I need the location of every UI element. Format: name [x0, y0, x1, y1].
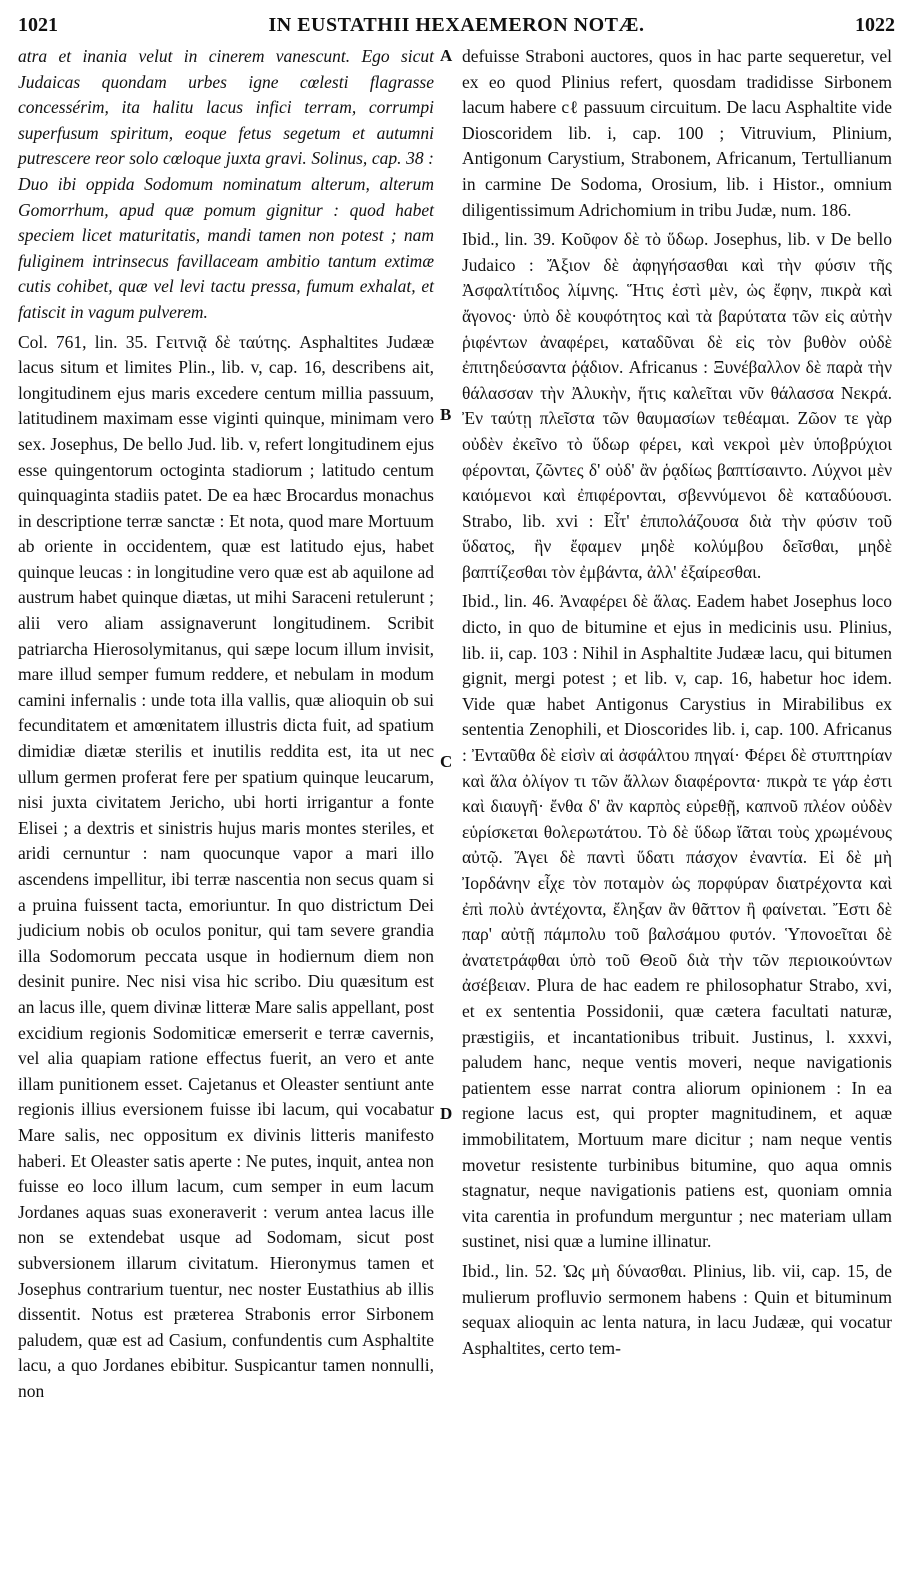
margin-letter-d: D [440, 1104, 453, 1123]
page-number-left: 1021 [18, 14, 58, 36]
right-paragraph: defuisse Straboni auctores, quos in hac parte sequeretur, vel ex eo quod Plinius refert, quosdam tradidisse Sirbonem lacum habere cℓ passuum circuitum. De lacu Asphaltite vide Dioscoridem lib. i, cap. 100 ; Vitruvium, Plinium, Antigonum Carystium, Strabonem, Africanum, Tertullianum in carmine De Sodoma, Orosium, lib. i Histor., omnium diligentissimum Adrichomium in tribu Judæ, num. 186. [462, 46, 892, 220]
margin-letter-c: C [440, 752, 453, 771]
running-title: IN EUSTATHII HEXAEMERON NOTÆ. [268, 14, 645, 36]
margin-letter-b: B [440, 405, 452, 424]
right-column [462, 44, 892, 1361]
running-header [18, 14, 895, 40]
right-paragraph: Ibid., lin. 46. Ἀναφέρει δὲ ἅλας. Eadem habet Josephus loco dicto, in quo de bitumine et ejus in medicinis usu. Plinius, lib. ii, cap. 103 : Nihil in Asphaltite Judææ lacu, qui bitumen gignit, mergi potest ; et lib. v, cap. 16, habetur hoc idem. Vide quæ habet Antigonus Carystius in Mirabilibus ex sententia Zenophili, et Dioscorides lib. i, cap. 100. Africanus : Ἐνταῦθα δὲ εἰσὶν αἱ ἀσφάλτου πηγαί· Φέρει δὲ στυπτηρίαν καὶ ἅλα ὀλίγον τι τῶν ἄλλων διαφέροντα· πικρὰ τε γάρ ἐστι καὶ διαυγῆ· ἔνθα δ' ἂν καρπὸς εὐρεθῇ, καπνοῦ πλέον οὐδὲν εὑρίσκεται θολερωτάτου. Τὸ δὲ ὕδωρ ἴᾶται τοὺς χρωμένους αὐτῷ. Ἄγει δὲ παντὶ ὕδατι πάσχον ἐναντία. Εἰ δὲ μὴ Ἰορδάνην εἶχε τὸν ποταμὸν ὡς πορφύραν διατρέχοντα καὶ ἐπὶ πολὺ ἀντέχοντα, ἔληξαν ἂν θᾶττον ἢ φαίνεται. Ἔστι δὲ παρ' αὐτῇ πάμπολυ τοῦ βαλσάμου φυτόν. Ὑπονοεῖται δὲ ἀνατετράφθαι ὑπὸ τοῦ Θεοῦ διὰ τὴν τῶν περιοικούντων ἀσέβειαν. Plura de hac eadem re philosophatur Strabo, xvi, et ex sententia Possidonii, quæ cætera facultati naturæ, præstigiis, et incantationibus tribuit. Justinus, l. xxxvi, paludem hanc, neque ventis moveri, neque navigationis patientem esse narrat contra aliorum opinionem : In ea regione lacus est, qui propter magnitudinem, et aquæ immobilitatem, Mortuum mare dicitur ; nam neque ventis movetur resistente turbinibus bitumine, quo aqua omnis stagnatur, neque navigationis patiens est, quoniam omnia vita carentia in profundum merguntur ; nec materiam ullam sustinet, nisi quæ a lumine illinatur. [462, 591, 892, 1252]
page-number-right: 1022 [855, 14, 895, 36]
right-paragraph: Ibid., lin. 39. Κοῦφον δὲ τὸ ὕδωρ. Josephus, lib. v De bello Judaico : Ἄξιον δὲ ἀφηγήσασθαι καὶ τὴν φύσιν τῆς Ἀσφαλτίτιδος λίμνης. Ἥτις ἐστὶ μὲν, ὡς ἔφην, πικρὰ καὶ ἄγονος· ὑπὸ δὲ κουφότητος καὶ τὰ βαρύτατα τῶν εἰς αὐτὴν ῥιφέντων ἀναφέρει, καταδῦναι δὲ εἰς τὸν βυθὸν οὐδὲ ἐπιτηδεύσαντα ῥᾴδιον. Africanus : Ξυνέβαλλον δὲ παρὰ τὴν θάλασσαν τὴν Ἀλυκὴν, ἥτις καλεῖται νῦν θάλασσα Νεκρά. Ἐν ταύτῃ πλεῖστα τῶν θαυμασίων τεθέαμαι. Ζῶον τε γὰρ οὐδὲν ἐκεῖνο τὸ ὕδωρ φέρει, καὶ νεκροὶ μὲν ὑποβρύχιοι φέρονται, ζῶντες δ' οὐδ' ἂν ῥᾳδίως βαπτίσαιντο. Λύχνοι μὲν καιόμενοι καὶ ἐπιφέρονται, σβεννύμενοι δὲ καταδύουσι. Strabo, lib. xvi : Εἶτ' ἐπιπολάζουσα διὰ τὴν φύσιν τοῦ ὕδατος, ἣν ἔφαμεν μηδὲ κολύμβου δεῖσθαι, μηδὲ βαπτίζεσθαι τὸν ἐμβάντα, ἀλλ' ἐξαίρεσθαι. [462, 229, 892, 582]
left-column [18, 44, 434, 1404]
margin-letter-a: A [440, 46, 453, 65]
left-paragraph: Col. 761, lin. 35. Γειτνιᾷ δὲ ταύτης. Asphaltites Judææ lacus situm et limites Plin., lib. v, cap. 16, describens ait, longitudinem ejus maris excedere centum millia passuum, latitudinem maximam esse viginti quinque, minimam vero sex. Josephus, De bello Jud. lib. v, refert longitudinem ejus esse quingentorum octoginta stadiorum ; latitudo centum quinquaginta stadiis patet. De ea hæc Brocardus monachus in descriptione terræ sanctæ : Et nota, quod mare Mortuum ab oriente in occidentem, quæ est latitudo ejus, habet quinque leucas : in longitudine vero quæ est ab aquilone ad austrum habet quinque diætas, ut mihi Saraceni retulerunt ; alii vero aliam assignaverunt longitudinem. Scribit patriarcha Hierosolymitanus, qui sæpe locum illum invisit, mare illud semper fumum reddere, et nebulam in modum camini infernalis : unde tota illa vallis, quæ alioquin ob sui fecunditatem et amœnitatem illustris dicta fuit, ad spatium dimidiæ diætæ sterilis et inutilis reddita est, ita ut nec ullum germen proferat fere per spatium quinque leucarum, nisi juxta civitatem Jericho, ubi horti irrigantur a fonte Elisei ; a dextris et sinistris hujus maris montes steriles, et aridi cernuntur : nam quocunque vapor a mari illo ascendens impellitur, ibi terræ nascentia non secus quam si a pruina fuissent tacta, emoriuntur. In quo districtum Dei judicium nobis ob oculos ponitur, qui tam severe grandia illa Sodomorum peccata usque in hodiernum diem non desinit punire. Nec nisi visa hic scribo. Diu quæsitum est an lacus ille, quem divinæ litteræ Mare salis appellant, post excidium regionis Sodomiticæ emerserit e terræ cavernis, vel alia quapiam ratione effectus fuerit, an vero et ante illam punitionem esset. Cajetanus et Oleaster sentiunt ante regionis illius eversionem fuisse ibi lacum, qui vocabatur Mare salis, nec oppositum ex divinis litteris manifesto haberi. Et Oleaster satis aperte : Ne putes, inquit, antea non fuisse eo loco illum lacum, cum semper in eum lacum Jordanes aquas suas exoneraverit : verum antea lacus ille non se extendebat usque ad Sodomam, sicut post subversionem illarum civitatum. Hieronymus tamen et Josephus contrarium tuentur, nec noster Eustathius ab illis dissentit. Notus est præterea Strabonis error Sirbonem paludem, quæ est ad Casium, confundentis cum Asphaltite lacu, a quo Jordanes ebibitur. Suspicantur tamen nonnulli, non [18, 331, 434, 1401]
right-paragraph: Ibid., lin. 52. Ὡς μὴ δύνασθαι. Plinius, lib. vii, cap. 15, de mulierum profluvio sermonem habens : Quin et bituminum sequax alioquin ac lenta natura, in lacu Judææ, qui vocatur Asphaltites, certo tem- [462, 1260, 892, 1358]
left-paragraph: atra et inania velut in cinerem vanescunt. Ego sicut Judaicas quondam urbes igne cœlesti flagrasse concessérim, ita halitu lacus infici terram, corrumpi superfusum spiritum, eoque fetus segetum et autumni putrescere reor solo cœloque juxta gravi. Solinus, cap. 38 : Duo ibi oppida Sodomum nominatum alterum, alterum Gomorrhum, apud quæ pomum gignitur : quod habet speciem licet maturitatis, mandi tamen non potest ; nam fuliginem intrinsecus favillaceam ambitio tantum extimæ cutis cohibet, quæ vel levi tactu pressa, fumum exhalat, et fatiscit in vagum pulverem. [18, 46, 434, 322]
